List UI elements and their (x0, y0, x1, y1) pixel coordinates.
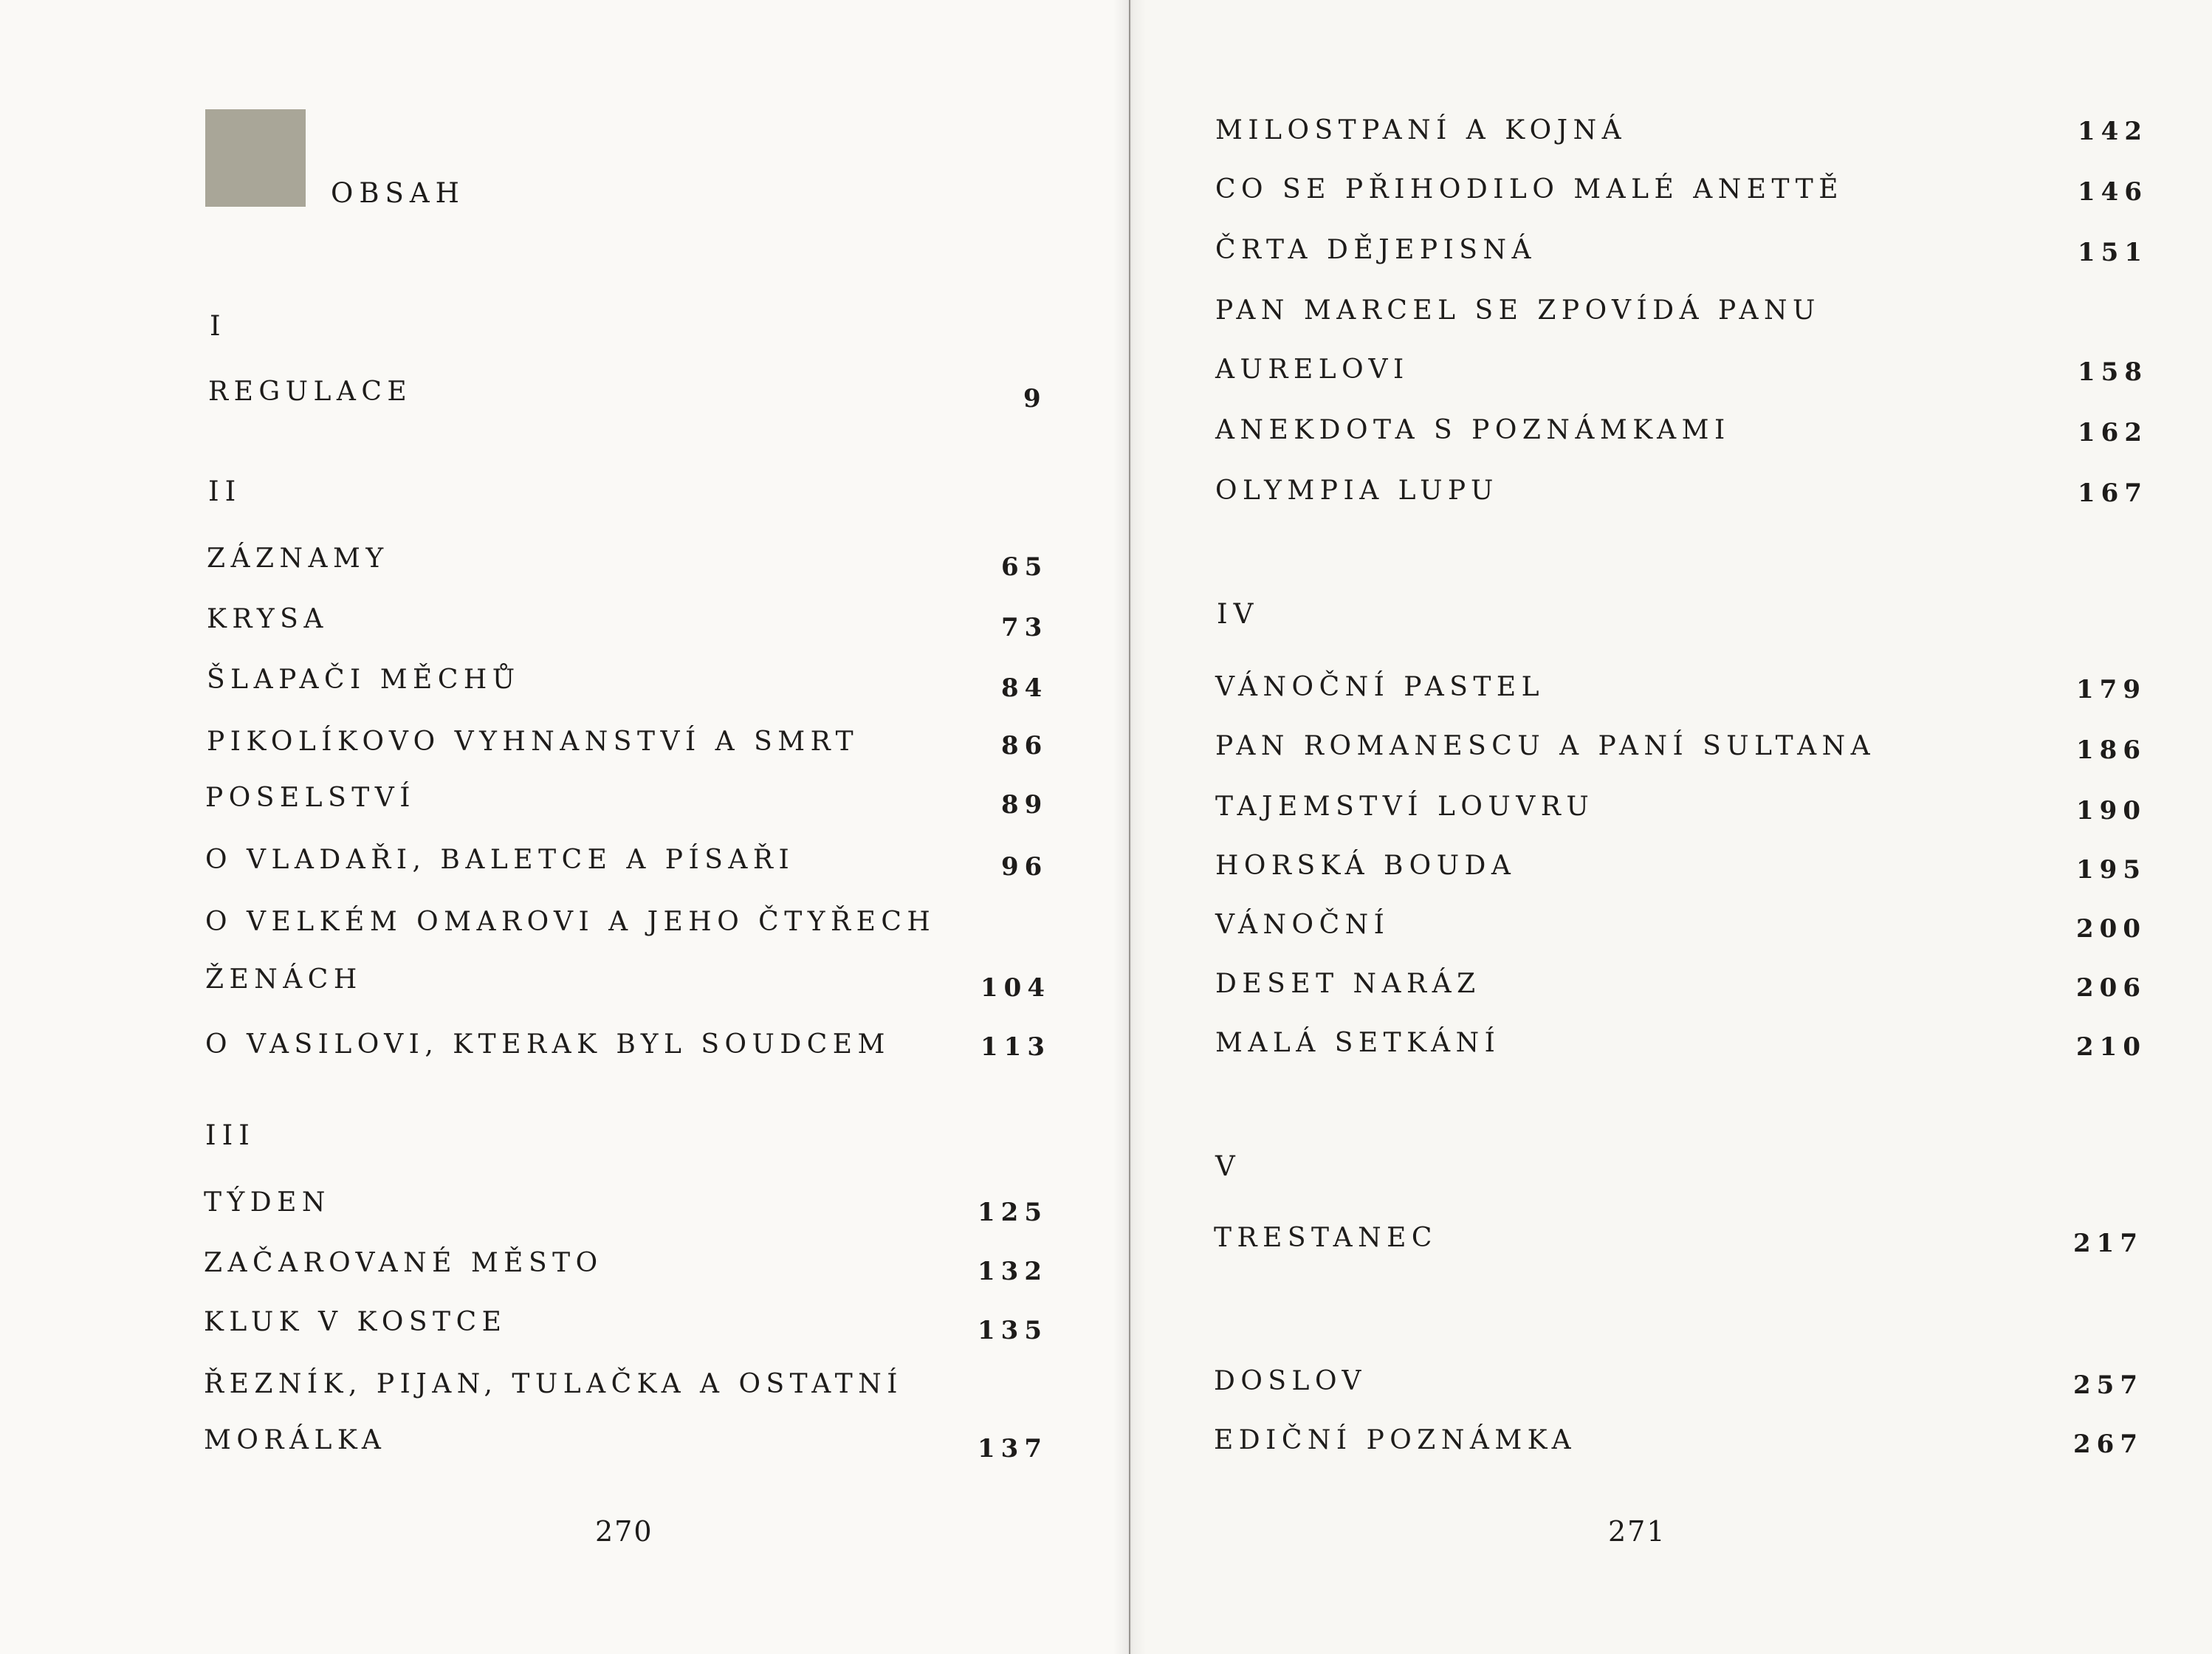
toc-entry-title: ŽENÁCH (205, 964, 363, 995)
toc-entry-page: 113 (980, 1032, 1051, 1062)
toc-entry-page: 125 (978, 1198, 1048, 1227)
toc-entry-title: ŠLAPAČI MĚCHŮ (207, 665, 521, 695)
toc-entry-page: 257 (2073, 1370, 2143, 1400)
page-number-right: 271 (1608, 1515, 1666, 1548)
toc-entry-title: TAJEMSTVÍ LOUVRU (1215, 792, 1595, 822)
toc-entry-page: 151 (2078, 238, 2148, 267)
book-spine-line (1129, 0, 1130, 1654)
toc-entry-title: MILOSTPANÍ A KOJNÁ (1215, 115, 1627, 145)
toc-entry-page: 73 (1001, 613, 1048, 642)
toc-entry-page: 104 (980, 973, 1051, 1003)
toc-entry-title: O VELKÉM OMAROVI A JEHO ČTYŘECH (205, 907, 936, 937)
toc-entry-page: 162 (2078, 418, 2148, 447)
toc-entry-title: TRESTANEC (1214, 1223, 1438, 1253)
decorative-gray-square (205, 109, 306, 207)
toc-entry-page: 96 (1001, 852, 1048, 882)
toc-entry-title: KLUK V KOSTCE (204, 1307, 507, 1337)
section-numeral-iv: IV (1217, 598, 1260, 630)
toc-entry-page: 89 (1001, 790, 1048, 820)
toc-entry-title: POSELSTVÍ (205, 783, 416, 813)
toc-entry-title: PAN MARCEL SE ZPOVÍDÁ PANU (1215, 295, 1821, 326)
toc-entry-title: O VASILOVI, KTERAK BYL SOUDCEM (205, 1029, 890, 1060)
toc-entry-title: HORSKÁ BOUDA (1215, 851, 1517, 881)
right-page (1130, 0, 2212, 1654)
toc-entry-title: ČRTA DĚJEPISNÁ (1215, 235, 1536, 265)
toc-entry-title: CO SE PŘIHODILO MALÉ ANETTĚ (1215, 174, 1844, 205)
section-numeral-i: I (210, 310, 227, 342)
toc-entry-page: 200 (2076, 914, 2146, 944)
toc-entry-title: PAN ROMANESCU A PANÍ SULTANA (1215, 731, 1876, 761)
page-number-left: 270 (595, 1515, 653, 1548)
toc-entry-title: KRYSA (207, 604, 329, 634)
toc-entry-title: ANEKDOTA S POZNÁMKAMI (1215, 415, 1731, 445)
toc-entry-title: AURELOVI (1215, 354, 1409, 385)
toc-entry-page: 190 (2076, 796, 2146, 826)
toc-entry-title: DOSLOV (1214, 1366, 1367, 1396)
toc-entry-page: 195 (2076, 855, 2146, 885)
toc-entry-page: 210 (2076, 1032, 2146, 1062)
toc-entry-title: REGULACE (208, 377, 413, 407)
section-numeral-ii: II (208, 476, 242, 507)
section-numeral-v: V (1215, 1150, 1241, 1182)
toc-entry-page: 267 (2073, 1430, 2143, 1459)
toc-entry-page: 167 (2078, 478, 2148, 508)
toc-entry-title: ZÁZNAMY (207, 543, 389, 574)
toc-entry-page: 186 (2076, 735, 2146, 765)
toc-entry-title: VÁNOČNÍ PASTEL (1215, 672, 1545, 702)
toc-entry-page: 146 (2078, 177, 2148, 207)
contents-heading: OBSAH (331, 177, 465, 209)
toc-entry-title: VÁNOČNÍ (1215, 910, 1390, 940)
toc-entry-title: O VLADAŘI, BALETCE A PÍSAŘI (205, 845, 795, 875)
toc-entry-page: 132 (978, 1257, 1048, 1286)
toc-entry-page: 65 (1001, 552, 1048, 582)
toc-entry-page: 217 (2073, 1229, 2143, 1258)
toc-entry-page: 9 (1023, 384, 1047, 414)
toc-entry-title: PIKOLÍKOVO VYHNANSTVÍ A SMRT (207, 727, 859, 757)
toc-entry-page: 206 (2076, 973, 2146, 1003)
toc-entry-title: ZAČAROVANÉ MĚSTO (204, 1248, 603, 1278)
toc-entry-title: MALÁ SETKÁNÍ (1215, 1028, 1501, 1058)
toc-entry-page: 142 (2078, 117, 2148, 146)
section-numeral-iii: III (205, 1119, 255, 1151)
toc-entry-page: 135 (978, 1316, 1048, 1345)
toc-entry-page: 137 (978, 1434, 1048, 1463)
toc-entry-title: TÝDEN (204, 1187, 331, 1218)
toc-entry-page: 86 (1001, 731, 1048, 761)
toc-entry-page: 158 (2078, 357, 2148, 387)
toc-entry-page: 179 (2076, 675, 2146, 704)
toc-entry-title: DESET NARÁZ (1215, 969, 1481, 999)
toc-entry-title: ŘEZNÍK, PIJAN, TULAČKA A OSTATNÍ (204, 1369, 903, 1399)
toc-entry-page: 84 (1001, 673, 1048, 703)
toc-entry-title: OLYMPIA LUPU (1215, 476, 1499, 506)
toc-entry-title: MORÁLKA (204, 1425, 387, 1455)
toc-entry-title: EDIČNÍ POZNÁMKA (1214, 1425, 1577, 1455)
